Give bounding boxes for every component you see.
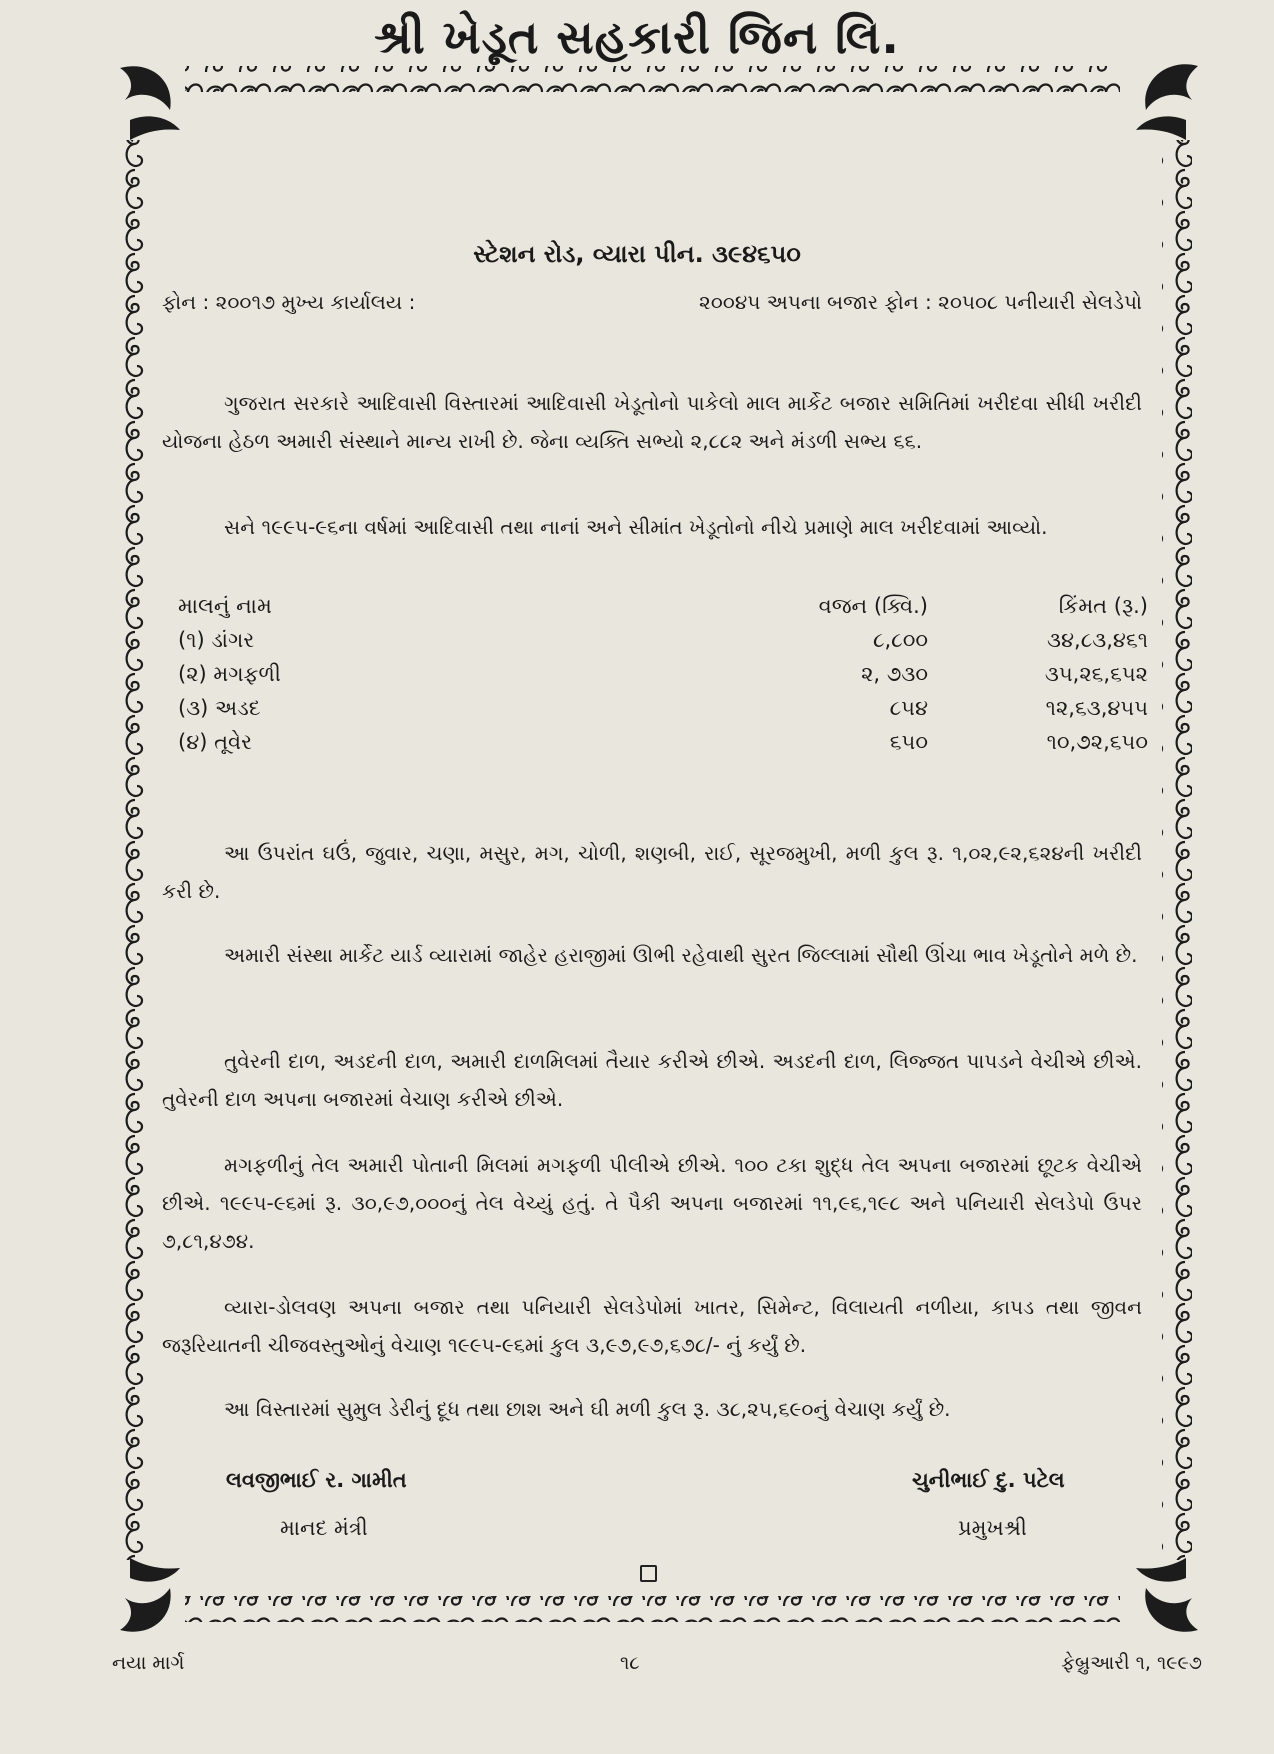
paragraph-4-text: અમારી સંસ્થા માર્કેટ યાર્ડ વ્યારામાં જાહેર હરાજીમાં ઊભી રહેવાથી સુરત જિલ્લામાં સૌથી ઊંચા ભાવ ખેડૂતોને મળે છે. — [224, 943, 1138, 967]
corner-ornament-bottom-left — [120, 1558, 180, 1632]
signatory-left-name: લવજીભાઈ ર. ગામીત — [226, 1468, 407, 1492]
table-header-price: કિંમત (રૂ.) — [1058, 594, 1148, 618]
table-cell-weight: ૮,૮૦૦ — [872, 628, 928, 652]
paragraph-6 — [162, 1146, 1142, 1260]
paragraph-6-text: મગફળીનું તેલ અમારી પોતાની મિલમાં મગફળી પીલીએ છીએ. ૧૦૦ ટકા શુદ્ધ તેલ અપના બજારમાં છૂટક વેચીએ છીએ. ૧૯૯૫-૯૬માં રૂ. ૩૦,૯૭,૦૦૦નું તેલ વેચ્યું હતું. તે પૈકી અપના બજારમાં ૧૧,૯૬,૧૯૮ અને પનિયારી સેલડેપો ઉપર ૭,૮૧,૪૭૪. — [162, 1153, 1142, 1253]
signatory-right-name: ચુનીભાઈ દુ. પટેલ — [912, 1468, 1065, 1492]
table-cell-item: (૪) તૂવેર — [178, 730, 252, 754]
table-cell-item: (૨) મગફળી — [178, 662, 281, 686]
paragraph-8 — [162, 1390, 1142, 1428]
org-title: શ્રી ખેડૂત સહકારી જિન લિ. — [374, 10, 900, 64]
paragraph-1-text: ગુજરાત સરકારે આદિવાસી વિસ્તારમાં આદિવાસી ખેડૂતોનો પાકેલો માલ માર્કેટ બજાર સમિતિમાં ખરીદવા સીધી ખરીદી યોજના હેઠળ અમારી સંસ્થાને માન્ય રાખી છે. જેના વ્યક્તિ સભ્યો ૨,૮૮૨ અને મંડળી સભ્ય ૬૬. — [162, 391, 1142, 453]
end-marker-box — [640, 1565, 657, 1582]
paragraph-1 — [162, 384, 1142, 460]
paragraph-2-text: સને ૧૯૯૫-૯૬ના વર્ષમાં આદિવાસી તથા નાનાં અને સીમાંત ખેડૂતોનો નીચે પ્રમાણે માલ ખરીદવામાં આવ્યો. — [224, 515, 1048, 539]
table-cell-price: ૧૨,૬૩,૪૫૫ — [1045, 696, 1148, 720]
table-cell-item: (૧) ડાંગર — [178, 628, 255, 652]
table-header-row — [178, 594, 1148, 628]
org-address: સ્ટેશન રોડ, વ્યારા પીન. ૩૯૪૬૫૦ — [473, 240, 801, 268]
table-cell-price: ૩૪,૮૩,૪૬૧ — [1047, 628, 1148, 652]
corner-ornament-bottom-right — [1136, 1558, 1198, 1632]
table-cell-item: (૩) અડદ — [178, 696, 261, 720]
corner-ornament-top-left — [120, 66, 180, 140]
paragraph-8-text: આ વિસ્તારમાં સુમુલ ડેરીનું દૂધ તથા છાશ અને ઘી મળી કુલ રૂ. ૩૮,૨૫,૬૯૦નું વેચાણ કર્યું છે. — [224, 1397, 951, 1421]
paragraph-7 — [162, 1288, 1142, 1364]
paragraph-5-text: તુવેરની દાળ, અડદની દાળ, અમારી દાળમિલમાં તૈયાર કરીએ છીએ. અડદની દાળ, લિજ્જત પાપડને વેચીએ છીએ. તુવેરની દાળ અપના બજારમાં વેચાણ કરીએ છીએ. — [162, 1049, 1142, 1111]
phone-branches: ૨૦૦૪૫ અપના બજાર ફોન : ૨૦૫૦૮ પનીયારી સેલડેપો — [699, 290, 1142, 314]
signatory-left-role: માનદ મંત્રી — [280, 1516, 368, 1540]
table-cell-price: ૧૦,૭૨,૬૫૦ — [1046, 730, 1148, 754]
paragraph-5 — [162, 1042, 1142, 1118]
paragraph-4 — [162, 936, 1142, 974]
table-row — [178, 696, 1148, 730]
table-row — [178, 730, 1148, 764]
table-row — [178, 628, 1148, 662]
table-cell-weight: ૬૫૦ — [889, 730, 928, 754]
table-cell-price: ૩૫,૨૬,૬૫૨ — [1044, 662, 1148, 686]
signatory-right-role: પ્રમુખશ્રી — [958, 1516, 1027, 1540]
phone-head-office: ફોન : ૨૦૦૧૭ મુખ્ય કાર્યાલય : — [162, 290, 416, 314]
footer-page-number: ૧૮ — [620, 1652, 640, 1674]
footer-date: ફેબ્રુઆરી ૧, ૧૯૯૭ — [1061, 1652, 1202, 1674]
table-row — [178, 662, 1148, 696]
paragraph-7-text: વ્યારા-ડોલવણ અપના બજાર તથા પનિયારી સેલડેપોમાં ખાતર, સિમેન્ટ, વિલાયતી નળીયા, કાપડ તથા જીવન જરૂરિયાતની ચીજવસ્તુઓનું વેચાણ ૧૯૯૫-૯૬માં કુલ ૩,૯૭,૯૭,૬૭૮/- નું કર્યું છે. — [162, 1295, 1142, 1357]
paragraph-3 — [162, 834, 1142, 910]
paragraph-3-text: આ ઉપરાંત ઘઉં, જુવાર, ચણા, મસુર, મગ, ચોળી, શણબી, રાઈ, સૂરજમુખી, મળી કુલ રૂ. ૧,૦૨,૯૨,૬૨૪ની ખરીદી કરી છે. — [162, 841, 1142, 903]
corner-ornament-top-right — [1136, 64, 1198, 140]
paragraph-2 — [162, 508, 1142, 546]
table-header-item: માલનું નામ — [178, 594, 272, 618]
table-header-weight: વજન (ક્વિ.) — [818, 594, 928, 618]
footer-publication: નયા માર્ગ — [112, 1652, 185, 1674]
purchase-table — [178, 594, 1148, 764]
table-cell-weight: ૨, ૭૩૦ — [861, 662, 928, 686]
table-cell-weight: ૮૫૪ — [889, 696, 928, 720]
